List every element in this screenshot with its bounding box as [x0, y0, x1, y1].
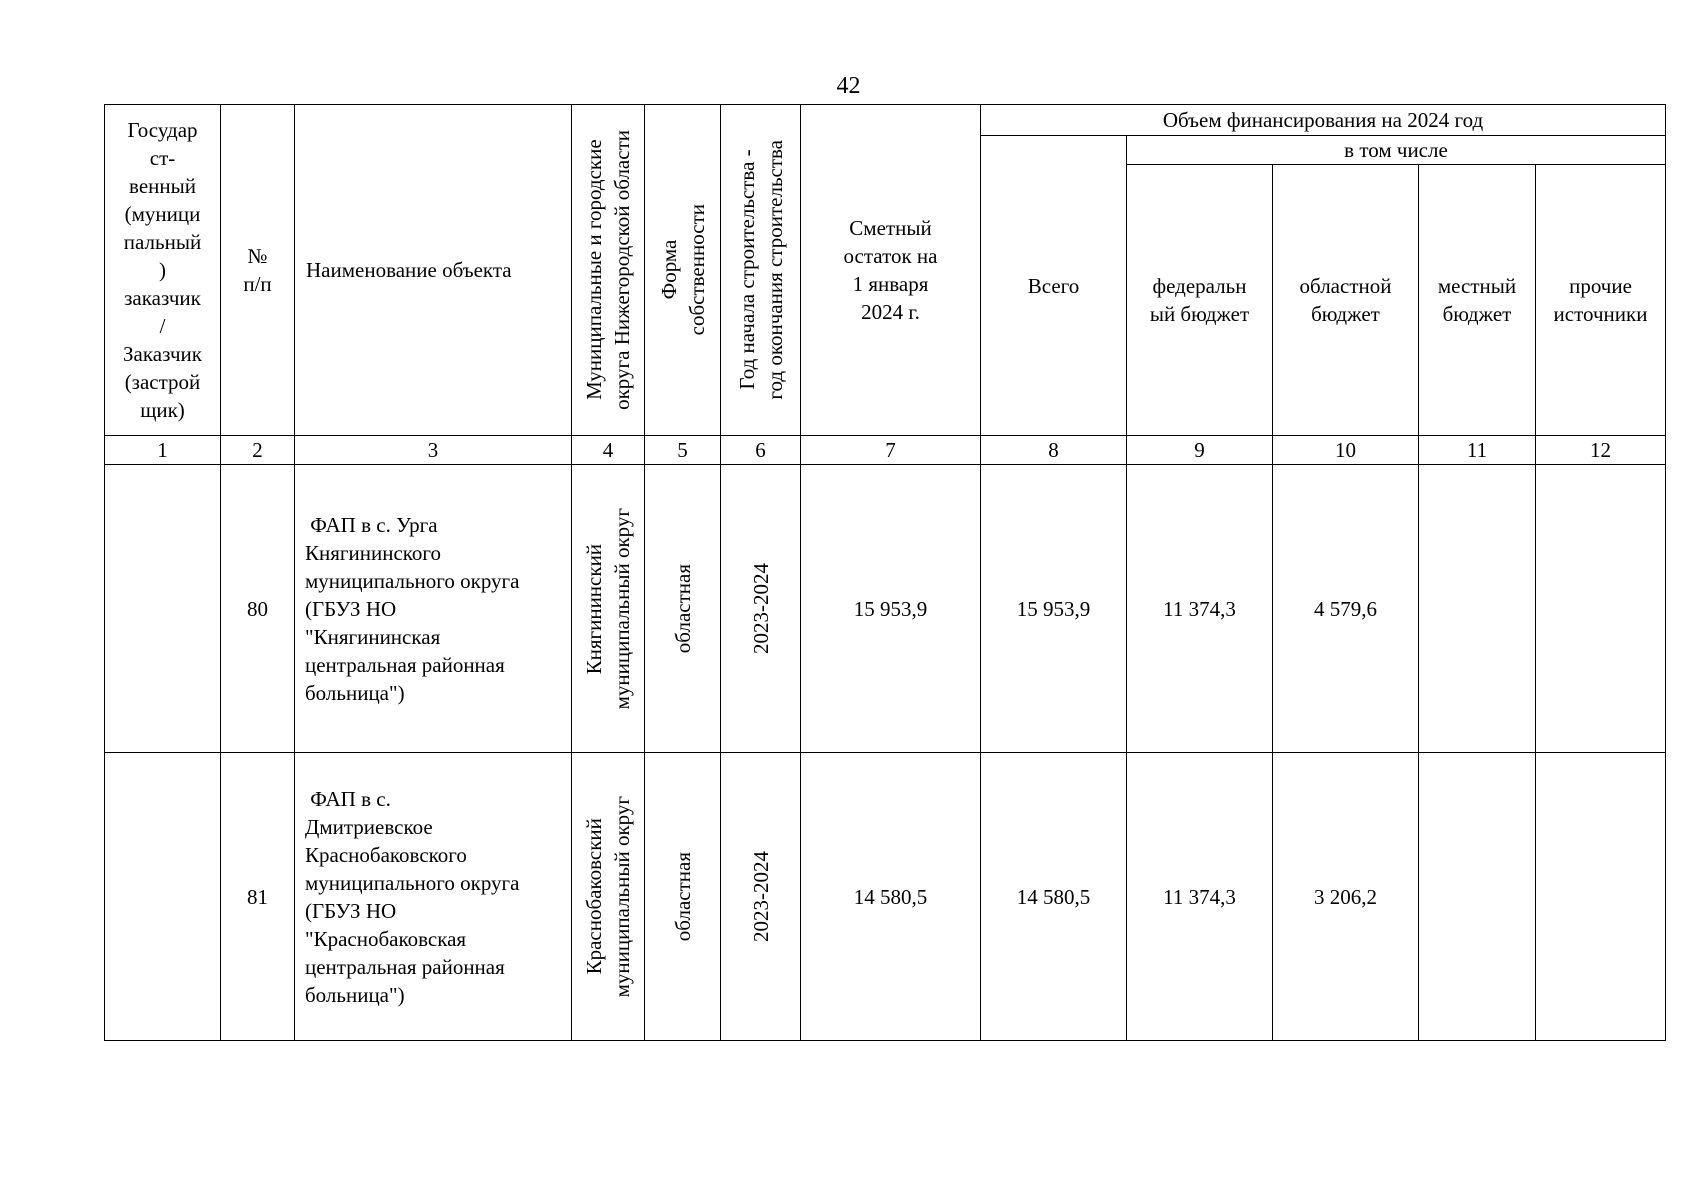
header-total: Всего [981, 136, 1127, 436]
column-numbers-row [105, 436, 1666, 465]
row-num: 80 [221, 465, 295, 753]
table-row [105, 465, 1666, 753]
row-other [1536, 465, 1666, 753]
header-customer-lines: Государ ст- венный (муници пальный ) заказчик / Заказчик (застрой щик) [123, 118, 202, 422]
row-years: 2023-2024 [721, 753, 801, 1041]
row-regional: 3 206,2 [1273, 753, 1419, 1041]
column-number: 6 [721, 436, 801, 465]
row-federal: 11 374,3 [1127, 753, 1273, 1041]
row-other [1536, 753, 1666, 1041]
column-number: 3 [295, 436, 572, 465]
header-other: прочие источники [1536, 165, 1666, 436]
column-number: 5 [645, 436, 721, 465]
header-federal: федеральн ый бюджет [1127, 165, 1273, 436]
column-number: 9 [1127, 436, 1273, 465]
header-including: в том числе [1127, 136, 1666, 165]
row-object-name: ФАП в с. Дмитриевское Краснобаковского муниципального округа (ГБУЗ НО "Краснобаковская центральная районная больница") [295, 753, 572, 1041]
column-number: 11 [1419, 436, 1536, 465]
header-funding-group: Объем финансирования на 2024 год [981, 105, 1666, 136]
row-municipality: Княгининский муниципальный округ [572, 465, 645, 753]
row-local [1419, 753, 1536, 1041]
row-total: 14 580,5 [981, 753, 1127, 1041]
column-number: 2 [221, 436, 295, 465]
header-customer [105, 105, 221, 436]
column-number: 1 [105, 436, 221, 465]
header-regional: областной бюджет [1273, 165, 1419, 436]
header-ownership: Форма собственности [645, 105, 721, 436]
row-num: 81 [221, 753, 295, 1041]
row-estimate: 14 580,5 [801, 753, 981, 1041]
column-number: 10 [1273, 436, 1419, 465]
row-ownership: областная [645, 753, 721, 1041]
header-num: № п/п [221, 105, 295, 436]
header-years: Год начала строительства - год окончания строительства [721, 105, 801, 436]
column-number: 7 [801, 436, 981, 465]
row-total: 15 953,9 [981, 465, 1127, 753]
row-customer [105, 753, 221, 1041]
row-ownership: областная [645, 465, 721, 753]
row-years: 2023-2024 [721, 465, 801, 753]
column-number: 4 [572, 436, 645, 465]
column-number: 8 [981, 436, 1127, 465]
row-regional: 4 579,6 [1273, 465, 1419, 753]
row-federal: 11 374,3 [1127, 465, 1273, 753]
page-number: 42 [836, 73, 861, 99]
row-local [1419, 465, 1536, 753]
column-number: 12 [1536, 436, 1666, 465]
row-object-name: ФАП в с. Урга Княгининского муниципального округа (ГБУЗ НО "Княгининская центральная районная больница") [295, 465, 572, 753]
financing-table [104, 104, 1666, 1041]
row-municipality: Краснобаковский муниципальный округ [572, 753, 645, 1041]
header-estimate: Сметный остаток на 1 января 2024 г. [801, 105, 981, 436]
header-municipality: Муниципальные и городские округа Нижегородской области [572, 105, 645, 436]
header-local: местный бюджет [1419, 165, 1536, 436]
header-object-name: Наименование объекта [295, 105, 572, 436]
row-customer [105, 465, 221, 753]
table-row [105, 753, 1666, 1041]
row-estimate: 15 953,9 [801, 465, 981, 753]
